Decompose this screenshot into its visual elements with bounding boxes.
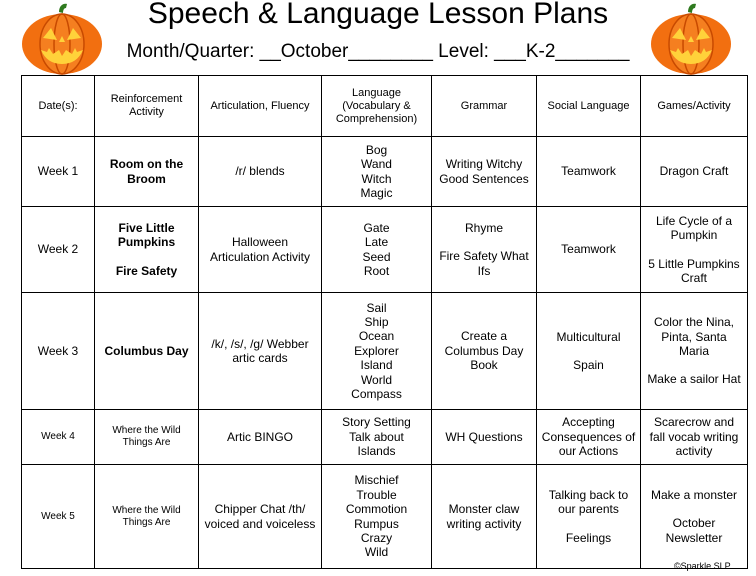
grammar-text: Create a Columbus Day Book [444,329,524,373]
reinforcement-text: Where the Wild Things Are [112,504,181,528]
vocab-word: Sail [366,300,387,315]
articulation-cell [199,207,322,293]
articulation-text: Artic BINGO [226,429,293,444]
reinforcement-text: Fire Safety [115,263,178,278]
vocab-word: Seed [362,249,391,264]
vocab-word: Root [363,263,390,278]
language-cell [322,410,432,465]
social-text: Multicultural [556,329,621,344]
week-label: Week 1 [22,137,95,207]
grammar-cell [432,207,537,293]
table-row [22,207,748,293]
vocab-word: Late [364,235,389,250]
lesson-plan-table [21,75,748,569]
table-header-row [22,76,748,137]
vocab-word: Island [360,358,393,373]
vocab-word: Witch [361,171,392,186]
reinforcement-cell [95,137,199,207]
games-text: October Newsletter [665,516,723,545]
language-cell [322,465,432,569]
language-cell [322,137,432,207]
vocab-word: Islands [357,444,396,459]
vocab-word: Explorer [354,343,399,358]
reinforcement-text: Where the Wild Things Are [112,425,181,448]
reinforcement-text: Room on the Broom [109,157,184,186]
games-text: Color the Nina, Pinta, Santa Maria [653,315,735,358]
table-row [22,137,748,207]
header-dates: Date(s): [22,76,95,137]
week-label: Week 4 [22,410,95,465]
jack-o-lantern-icon [19,2,105,76]
games-cell [641,293,748,410]
table-row [22,465,748,569]
articulation-cell [199,410,322,465]
grammar-text: WH Questions [445,429,523,444]
language-cell [322,207,432,293]
reinforcement-text: Five Little Pumpkins [117,220,176,250]
header-reinforcement: Reinforcement Activity [95,76,199,137]
games-cell [641,137,748,207]
header-articulation: Articulation, Fluency [199,76,322,137]
table-row [22,293,748,410]
grammar-cell [432,410,537,465]
vocab-word: World [360,372,393,387]
social-cell [537,293,641,410]
header-language: Language (Vocabulary & Comprehension) [322,76,432,137]
social-text: Teamwork [561,164,616,179]
games-text: 5 Little Pumpkins Craft [648,256,740,285]
vocab-word: Bog [365,142,388,157]
vocab-word: Ocean [358,329,395,344]
vocab-word: Ship [364,314,389,329]
social-text: Teamwork [561,242,616,257]
social-text: Spain [573,358,604,372]
vocab-word: Story Setting [342,415,411,430]
copyright-credit: ©Sparkle SLP [674,561,731,571]
jack-o-lantern-icon [648,2,734,76]
games-cell [641,207,748,293]
month-level-line: Month/Quarter: __October________ Level: ___K-2_______ [126,41,630,62]
social-text: Feelings [565,530,612,545]
header-games: Games/Activity [641,76,748,137]
grammar-text: Monster claw writing activity [446,502,522,531]
header-grammar: Grammar [432,76,537,137]
grammar-cell [432,137,537,207]
articulation-text: /k/, /s/, /g/ Webber artic cards [211,336,309,365]
week-label: Week 3 [22,293,95,410]
reinforcement-text: Columbus Day [104,343,189,358]
games-text: Scarecrow and fall vocab writing activity [649,415,739,459]
vocab-word: Trouble [356,487,397,502]
vocab-word: Commotion [345,502,408,517]
vocab-word: Wand [361,157,392,172]
social-cell [537,137,641,207]
reinforcement-cell [95,410,199,465]
vocab-word: Magic [360,185,393,200]
week-label: Week 2 [22,207,95,293]
table-row [22,410,748,465]
reinforcement-cell [95,293,199,410]
games-cell [641,465,748,569]
header-social-language: Social Language [537,76,641,137]
articulation-text: Halloween Articulation Activity [209,235,311,264]
page-title: Speech & Language Lesson Plans [147,0,609,30]
social-cell [537,207,641,293]
games-text: Make a sailor Hat [647,372,741,387]
games-text: Life Cycle of a Pumpkin [655,213,733,243]
language-cell [322,293,432,410]
articulation-text: /r/ blends [235,164,285,179]
social-cell [537,465,641,569]
vocab-word: Compass [351,387,402,402]
games-cell [641,410,748,465]
articulation-cell [199,465,322,569]
articulation-cell [199,137,322,207]
grammar-cell [432,465,537,569]
articulation-cell [199,293,322,410]
social-text: Accepting Consequences of our Actions [541,415,636,459]
games-text: Dragon Craft [659,164,729,179]
grammar-text: Rhyme [464,220,503,235]
games-text: Make a monster [650,487,738,502]
vocab-word: Wild [364,545,389,560]
reinforcement-cell [95,207,199,293]
grammar-text: Fire Safety What Ifs [439,249,529,278]
reinforcement-cell [95,465,199,569]
week-label: Week 5 [22,465,95,569]
vocab-word: Mischief [354,473,399,488]
vocab-word: Talk about [349,429,404,444]
vocab-word: Gate [363,220,390,235]
vocab-word: Crazy [360,530,393,545]
vocab-word: Rumpus [354,516,399,531]
grammar-text: Writing Witchy Good Sentences [439,157,529,186]
articulation-text: Chipper Chat /th/ voiced and voiceless [204,502,316,531]
grammar-cell [432,293,537,410]
social-cell [537,410,641,465]
social-text: Talking back to our parents [548,487,629,517]
